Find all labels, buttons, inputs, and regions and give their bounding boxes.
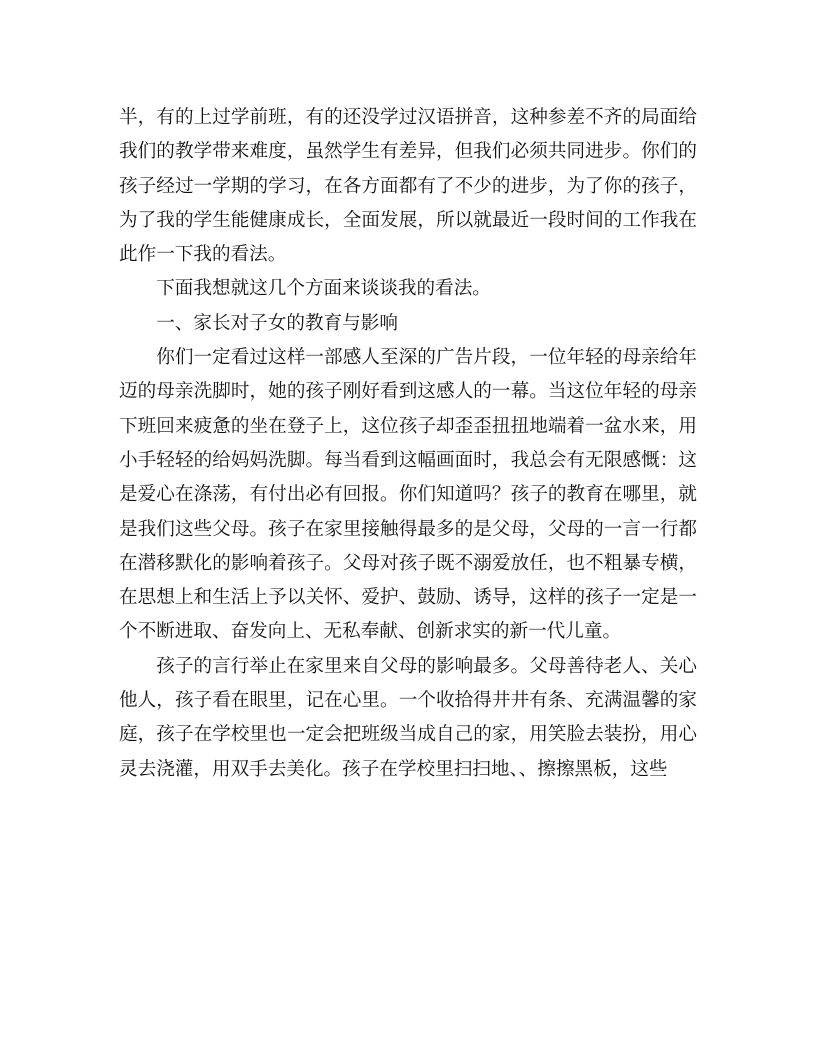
body-text: [119, 101, 697, 787]
paragraph-intro: 半，有的上过学前班，有的还没学过汉语拼音，这种参差不齐的局面给我们的教学带来难度，虽然学生有差异，但我们必须共同进步。你们的孩子经过一学期的学习，在各方面都有了不少的进步，为了你的孩子，为了我的学生能健康成长，全面发展，所以就最近一段时间的工作我在此作一下我的看法。: [119, 107, 697, 266]
paragraph-story: 你们一定看过这样一部感人至深的广告片段，一位年轻的母亲给年迈的母亲洗脚时，她的孩子刚好看到这感人的一幕。当这位年轻的母亲下班回来疲惫的坐在登子上，这位孩子却歪歪扭扭地端着一盆水来，用小手轻轻的给妈妈洗脚。每当看到这幅画面时，我总会有无限感慨：这是爱心在涤荡，有付出必有回报。你们知道吗？孩子的教育在哪里，就是我们这些父母。孩子在家里接触得最多的是父母，父母的一言一行都在潜移默化的影响着孩子。父母对孩子既不溺爱放任，也不粗暴专横，在思想上和生活上予以关怀、爱护、鼓励、诱导，这样的孩子一定是一个不断进取、奋发向上、无私奉献、创新求实的新一代儿童。: [119, 347, 697, 643]
section-heading: 一、家长对子女的教育与影响: [156, 312, 398, 334]
paragraph-behavior: 孩子的言行举止在家里来自父母的影响最多。父母善待老人、关心他人，孩子看在眼里，记在心里。一个收拾得井井有条、充满温馨的家庭，孩子在学校里也一定会把班级当成自己的家，用笑脸去装扮，用心灵去浇灌，用双手去美化。孩子在学校里扫扫地、、擦擦黑板，这些: [119, 655, 697, 780]
paragraph-overview: 下面我想就这几个方面来谈谈我的看法。: [156, 278, 491, 300]
